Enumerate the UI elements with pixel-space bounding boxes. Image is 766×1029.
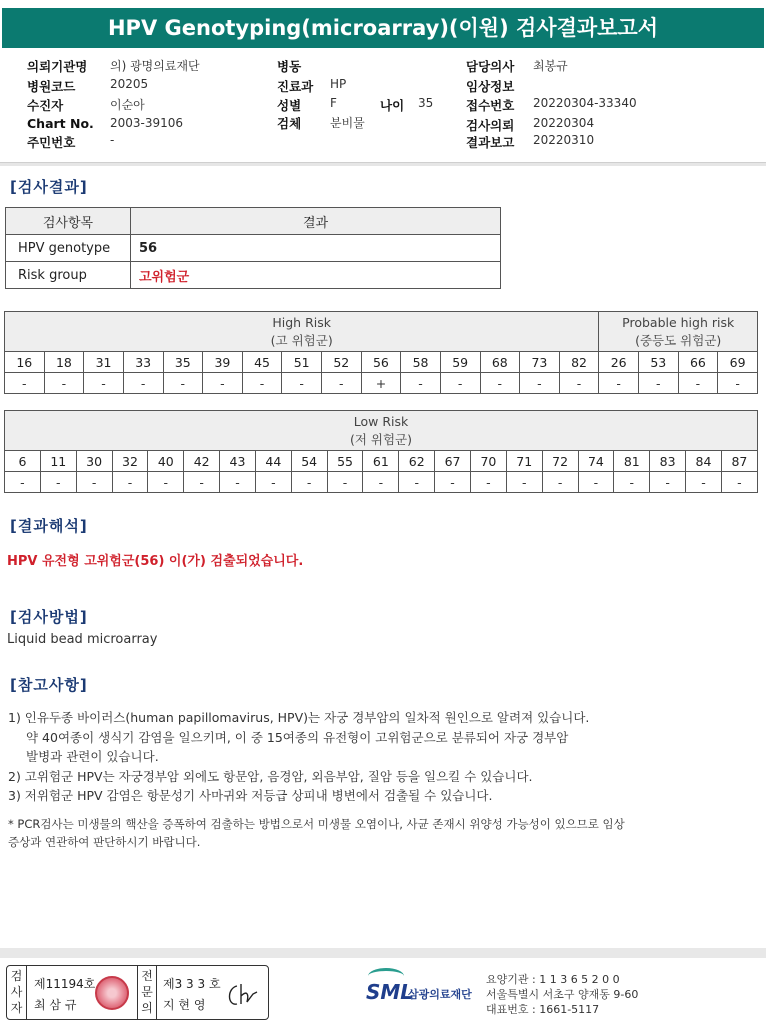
genotype-result-cell: - <box>255 472 291 493</box>
institution-label: 의뢰기관명 <box>27 59 88 74</box>
genotype-cell: 31 <box>84 352 124 373</box>
genotype-result-cell: - <box>44 373 84 394</box>
genotype-result-cell: - <box>84 373 124 394</box>
genotype-result-cell: - <box>203 373 243 394</box>
genotype-cell: 66 <box>678 352 718 373</box>
genotype-cell: 26 <box>599 352 639 373</box>
genotype-cell: 62 <box>399 451 435 472</box>
genotype-result-cell: - <box>148 472 184 493</box>
method-text: Liquid bead microarray <box>7 632 158 647</box>
genotype-result-cell: - <box>282 373 322 394</box>
method-heading: [검사방법] <box>10 608 88 626</box>
specialist-number: 제3 3 3 호 <box>163 977 221 991</box>
genotype-cell: 39 <box>203 352 243 373</box>
probable-risk-group-header <box>599 312 758 352</box>
rrn-label: 주민번호 <box>27 135 76 150</box>
doctor-label: 담당의사 <box>466 59 515 74</box>
patient-value: 이순아 <box>110 98 145 112</box>
genotype-result-cell: - <box>5 472 41 493</box>
pcr-disclaimer <box>8 815 625 851</box>
institution-address: 서울특별시 서초구 양재동 9-60 <box>486 988 639 1001</box>
age-value: 35 <box>418 96 434 110</box>
genotype-result-cell: - <box>686 472 722 493</box>
notes-heading: [참고사항] <box>10 676 88 694</box>
logo-mark: SML <box>366 980 414 1004</box>
genotype-cell: 42 <box>184 451 220 472</box>
genotype-result-cell: - <box>435 472 471 493</box>
interpretation-text: HPV 유전형 고위험군(56) 이(가) 검출되었습니다. <box>7 554 304 569</box>
genotype-result-cell: - <box>363 472 399 493</box>
col-result-header: 결과 <box>131 208 501 235</box>
signature-box <box>6 965 269 1020</box>
sex-label: 성별 <box>277 98 302 113</box>
genotype-row <box>5 451 758 472</box>
high-risk-title: High Risk <box>272 314 331 330</box>
genotype-cell: 16 <box>5 352 45 373</box>
genotype-cell: 51 <box>282 352 322 373</box>
table-row <box>6 235 501 262</box>
seal-stamp-icon <box>95 976 129 1010</box>
high-risk-group-header <box>5 312 599 352</box>
genotype-result-cell: - <box>291 472 327 493</box>
rrn-value: - <box>110 133 115 147</box>
examiner-number: 제11194호 <box>34 977 96 991</box>
genotype-cell: 73 <box>520 352 560 373</box>
logo-name: 삼광의료재단 <box>408 988 472 1001</box>
result-item: HPV genotype <box>6 235 131 262</box>
genotype-cell: 67 <box>435 451 471 472</box>
genotype-result-cell: - <box>542 472 578 493</box>
disclaimer-line: * PCR검사는 미생물의 핵산을 증폭하여 검출하는 방법으로서 미생물 오염이나, 사균 존재시 위양성 가능성이 있으므로 임상 <box>8 817 625 831</box>
genotype-result-cell: - <box>322 373 362 394</box>
genotype-result-cell: + <box>361 373 401 394</box>
low-risk-group-header <box>5 411 758 451</box>
col-item-header: 검사항목 <box>6 208 131 235</box>
genotype-result-cell: - <box>470 472 506 493</box>
genotype-cell: 32 <box>112 451 148 472</box>
genotype-cell: 68 <box>480 352 520 373</box>
genotype-result-cell: - <box>123 373 163 394</box>
sex-value: F <box>330 96 337 110</box>
high-risk-subtitle: (고 위험군) <box>270 332 333 348</box>
genotype-cell: 40 <box>148 451 184 472</box>
report-header <box>0 56 766 164</box>
sml-logo <box>366 972 478 1008</box>
genotype-cell: 61 <box>363 451 399 472</box>
genotype-result-cell: - <box>678 373 718 394</box>
table-row <box>6 262 501 289</box>
genotype-result-row <box>5 472 758 493</box>
specialist-name: 지 현 영 <box>163 998 206 1012</box>
genotype-result-cell: - <box>721 472 757 493</box>
note-line: 3) 저위험군 HPV 감염은 항문성기 사마귀와 저등급 상피내 병변에서 검출될 수 있습니다. <box>8 788 493 803</box>
genotype-result-cell: - <box>718 373 758 394</box>
requested-value: 20220304 <box>533 116 595 130</box>
age-label: 나이 <box>380 98 405 113</box>
low-risk-subtitle: (저 위험군) <box>349 431 413 447</box>
result-value: 56 <box>131 235 501 262</box>
genotype-cell: 11 <box>40 451 76 472</box>
genotype-result-cell: - <box>40 472 76 493</box>
genotype-result-cell: - <box>506 472 542 493</box>
genotype-cell: 45 <box>242 352 282 373</box>
results-table <box>5 207 501 289</box>
genotype-cell: 55 <box>327 451 363 472</box>
genotype-cell: 84 <box>686 451 722 472</box>
probable-risk-subtitle: (중등도 위험군) <box>635 332 722 348</box>
result-item: Risk group <box>6 262 131 289</box>
genotype-row <box>5 352 758 373</box>
requested-label: 검사의뢰 <box>466 118 515 133</box>
risk-group-value: 고위험군 <box>131 262 501 289</box>
dept-value: HP <box>330 77 347 91</box>
genotype-result-cell: - <box>5 373 45 394</box>
low-risk-genotype-table <box>4 410 758 493</box>
genotype-result-cell: - <box>650 472 686 493</box>
genotype-cell: 18 <box>44 352 84 373</box>
genotype-cell: 74 <box>578 451 614 472</box>
genotype-result-cell: - <box>76 472 112 493</box>
genotype-result-cell: - <box>399 472 435 493</box>
receipt-label: 접수번호 <box>466 98 515 113</box>
genotype-cell: 30 <box>76 451 112 472</box>
doctor-value: 최봉규 <box>533 59 568 73</box>
specialist-label: 전문의 <box>137 966 157 1019</box>
genotype-cell: 56 <box>361 352 401 373</box>
institution-value: 의) 광명의료재단 <box>110 59 200 73</box>
genotype-cell: 6 <box>5 451 41 472</box>
agency-number: 요양기관 : 1 1 3 6 5 2 0 0 <box>486 973 620 986</box>
genotype-cell: 33 <box>123 352 163 373</box>
genotype-result-cell: - <box>559 373 599 394</box>
specimen-label: 검체 <box>277 116 302 131</box>
interpretation-heading: [결과해석] <box>10 517 88 535</box>
genotype-cell: 53 <box>639 352 679 373</box>
note-line: 발병과 관련이 있습니다. <box>26 749 159 764</box>
reported-label: 결과보고 <box>466 135 515 150</box>
specimen-value: 분비물 <box>330 116 365 130</box>
note-line: 2) 고위험군 HPV는 자궁경부암 외에도 항문암, 음경암, 외음부암, 질암 등을 일으킬 수 있습니다. <box>8 768 533 784</box>
genotype-cell: 35 <box>163 352 203 373</box>
genotype-result-cell: - <box>599 373 639 394</box>
genotype-result-cell: - <box>401 373 441 394</box>
genotype-cell: 58 <box>401 352 441 373</box>
genotype-cell: 83 <box>650 451 686 472</box>
report-title: HPV Genotyping(microarray)(이원) 검사결과보고서 <box>2 8 764 48</box>
note-line: 약 40여종이 생식기 감염을 일으키며, 이 중 15여종의 유전형이 고위험군으로 분류되어 자궁 경부암 <box>26 729 569 745</box>
genotype-cell: 44 <box>255 451 291 472</box>
genotype-cell: 43 <box>220 451 256 472</box>
header-divider <box>0 162 766 166</box>
reported-value: 20220310 <box>533 133 595 147</box>
results-heading: [검사결과] <box>10 178 88 196</box>
genotype-cell: 52 <box>322 352 362 373</box>
genotype-cell: 59 <box>440 352 480 373</box>
high-risk-genotype-table <box>4 311 758 394</box>
genotype-result-cell: - <box>242 373 282 394</box>
notes-list <box>8 708 589 806</box>
genotype-result-cell: - <box>440 373 480 394</box>
patient-label: 수진자 <box>27 98 64 113</box>
genotype-cell: 69 <box>718 352 758 373</box>
institution-info <box>486 972 638 1017</box>
hospital-code-label: 병원코드 <box>27 79 76 94</box>
genotype-result-cell: - <box>639 373 679 394</box>
probable-risk-title: Probable high risk <box>622 314 735 330</box>
genotype-result-cell: - <box>520 373 560 394</box>
genotype-result-cell: - <box>614 472 650 493</box>
genotype-result-cell: - <box>578 472 614 493</box>
genotype-result-cell: - <box>480 373 520 394</box>
genotype-result-cell: - <box>327 472 363 493</box>
genotype-result-cell: - <box>220 472 256 493</box>
genotype-cell: 81 <box>614 451 650 472</box>
footer-divider <box>0 948 766 958</box>
ward-label: 병동 <box>277 59 302 74</box>
genotype-cell: 54 <box>291 451 327 472</box>
chart-value: 2003-39106 <box>110 116 184 130</box>
examiner-label: 검사자 <box>7 966 27 1019</box>
chart-label: Chart No. <box>27 116 94 131</box>
genotype-cell: 70 <box>470 451 506 472</box>
institution-phone: 대표번호 : 1661-5117 <box>486 1003 600 1016</box>
genotype-cell: 87 <box>721 451 757 472</box>
genotype-cell: 82 <box>559 352 599 373</box>
disclaimer-line: 증상과 연관하여 판단하시기 바랍니다. <box>8 835 201 849</box>
examiner-name: 최 삼 규 <box>34 998 77 1012</box>
genotype-result-row <box>5 373 758 394</box>
handwritten-signature-icon <box>223 980 263 1010</box>
dept-label: 진료과 <box>277 79 314 94</box>
low-risk-title: Low Risk <box>353 413 409 429</box>
genotype-result-cell: - <box>163 373 203 394</box>
receipt-value: 20220304-33340 <box>533 96 637 110</box>
genotype-cell: 71 <box>506 451 542 472</box>
genotype-result-cell: - <box>112 472 148 493</box>
note-line: 1) 인유두종 바이러스(human papillomavirus, HPV)는 자궁 경부암의 일차적 원인으로 알려져 있습니다. <box>8 710 590 725</box>
genotype-result-cell: - <box>184 472 220 493</box>
genotype-cell: 72 <box>542 451 578 472</box>
clinical-label: 임상정보 <box>466 79 515 94</box>
hospital-code-value: 20205 <box>110 77 149 91</box>
